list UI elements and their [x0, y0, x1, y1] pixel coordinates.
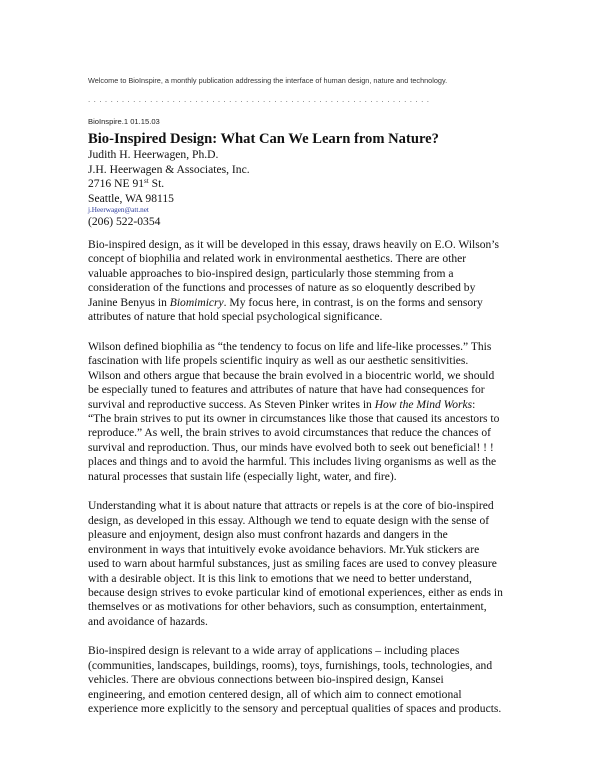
- text-line: survival and reproduction. Thus, our minds have evolved both to seek out beneficial! ! !: [88, 441, 494, 454]
- article-title: Bio-Inspired Design: What Can We Learn from Nature?: [88, 131, 439, 147]
- text-line: Bio-inspired design, as it will be developed in this essay, draws heavily on E.O. Wilson’s: [88, 239, 499, 251]
- text-line: places and things and to avoid the harmful. This includes living organisms as well as the: [88, 456, 497, 469]
- text-line: concept of biophilia and related work in environmental aesthetics. There are other: [88, 253, 467, 266]
- text-line: with a desirable object. It is this link to emotions that we need to better understand,: [88, 572, 472, 585]
- text-line: be especially tuned to features and attributes of nature that have had consequences for: [88, 384, 485, 397]
- company-name: J.H. Heerwagen & Associates, Inc.: [88, 162, 250, 176]
- city-line: Seattle, WA 98115: [88, 191, 174, 205]
- text-line: because design strives to evoke particular kind of emotional experiences, either as ends in: [88, 586, 503, 599]
- text-line: Understanding what it is about nature that attracts or repels is at the core of bio-inspired: [88, 500, 494, 513]
- text-line: Wilson defined biophilia as “the tendency to focus on life and life-like processes.” This: [88, 340, 492, 353]
- text-line: themselves or as motivations for other behaviors, such as consumption, entertainment,: [88, 601, 487, 614]
- text-line: “The brain strives to put its owner in circumstances like those that caused its ancestors to: [88, 412, 500, 425]
- text-line: and avoidance of hazards.: [88, 615, 208, 628]
- text-line: experience more explicitly to the sensory and perceptual qualities of spaces and products.: [88, 703, 502, 716]
- text-line: design, as developed in this essay. Although we tend to equate design with the sense of: [88, 514, 490, 527]
- paragraph-1: [88, 238, 518, 325]
- article-body: [88, 238, 518, 732]
- paragraph-2: [88, 340, 518, 485]
- text-line: survival and reproductive success. As Steven Pinker writes in How the Mind Works:: [88, 398, 476, 411]
- author-name: Judith H. Heerwagen, Ph.D.: [88, 148, 219, 161]
- phone-number: (206) 522-0354: [88, 215, 161, 228]
- street-address: 2716 NE 91st St.: [88, 177, 165, 190]
- dotted-divider: . . . . . . . . . . . . . . . . . . . . . . . . . . . . . . . . . . . . . . . . . . . . . . . . . . . . . . . . . . . . .: [88, 95, 430, 104]
- text-line: Wilson and others argue that because the brain evolved in a biocentric world, we should: [88, 369, 495, 382]
- text-line: natural processes that sustain life (especially light, water, and fire).: [88, 470, 397, 483]
- email-link[interactable]: j.Heerwagen@att.net: [88, 206, 149, 214]
- paragraph-4: [88, 644, 518, 716]
- text-line: engineering, and emotion centered design, all of which aim to connect emotional: [88, 688, 462, 701]
- text-line: Bio-inspired design is relevant to a wide array of applications – including places: [88, 645, 460, 658]
- text-line: attributes of nature that hold special psychological significance.: [88, 311, 383, 324]
- paragraph-3: [88, 499, 518, 629]
- author-block: [88, 148, 250, 230]
- text-line: environment in ways that intuitively evoke avoidance behaviors. Mr.Yuk stickers are: [88, 543, 480, 556]
- text-line: reproduce.” As well, the brain strives to avoid circumstances that reduce the chances of: [88, 427, 492, 440]
- text-line: pleasure and enjoyment, design also must confront hazards and dangers in the: [88, 529, 448, 542]
- text-line: (communities, landscapes, buildings, rooms), toys, furnishings, tools, technologies, and: [88, 659, 493, 672]
- text-line: fascination with life propels scientific inquiry as well as our aesthetic sensitivities.: [88, 355, 469, 368]
- text-line: valuable approaches to bio-inspired design, particularly those stemming from a: [88, 267, 454, 280]
- text-line: vehicles. There are obvious connections between bio-inspired design, Kansei: [88, 674, 444, 687]
- welcome-line: Welcome to BioInspire, a monthly publication addressing the interface of human design, nature and technology.: [88, 76, 448, 85]
- text-line: consideration of the functions and processes of nature as so eloquently described by: [88, 282, 476, 295]
- text-line: Janine Benyus in Biomimicry. My focus here, in contrast, is on the forms and sensory: [88, 296, 483, 309]
- text-line: used to warn about harmful substances, just as smiling faces are used to convey pleasure: [88, 558, 497, 571]
- issue-label: BioInspire.1 01.15.03: [88, 117, 160, 126]
